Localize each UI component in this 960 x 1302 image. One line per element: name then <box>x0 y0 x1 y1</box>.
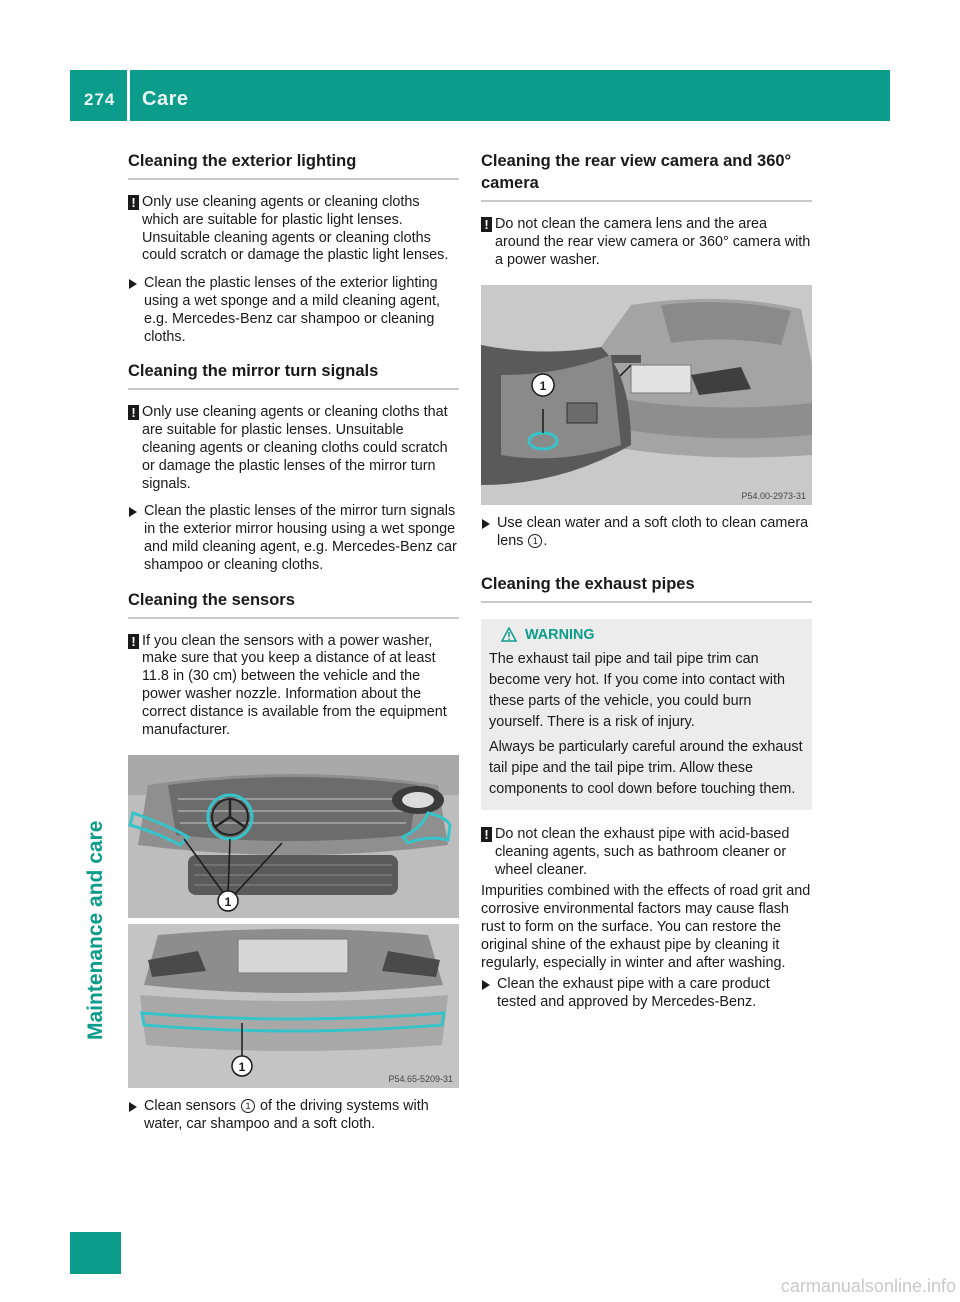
step-text: Clean the plastic lenses of the exterior lighting using a wet sponge and a mild cleaning agent, e.g. Mercedes-Benz car shampoo or cleaning cloths. <box>144 275 441 345</box>
image-code: P54.65-5209-31 <box>388 1074 453 1085</box>
note-text: Only use cleaning agents or cleaning cloths that are suitable for plastic lenses. Unsuitable cleaning agents or cleaning cloths could scratch or damage the plastic lenses of the mirror turn signals. <box>142 404 448 492</box>
note <box>128 194 459 265</box>
step-text: Clean sensors <box>144 1098 236 1115</box>
body-text: Impurities combined with the effects of road grit and corrosive environmental factors may cause flash rust to form on the surface. You can restore the original shine of the exhaust pipe by cleaning it regularly, especially in winter and after washing. <box>481 883 811 971</box>
callout-number: 1 <box>241 1099 255 1113</box>
camera-illustration <box>481 285 812 505</box>
exclamation-mark-icon: ! <box>128 634 139 649</box>
section-exterior-lighting <box>128 150 459 346</box>
section-rear-view-camera <box>481 150 812 551</box>
arrow-bullet-icon <box>482 519 490 529</box>
warning-text: Always be particularly careful around the exhaust tail pipe and the tail pipe trim. Allow these components to cool down before touching them. <box>489 738 803 797</box>
instruction-step <box>481 515 812 551</box>
step-text: Clean the plastic lenses of the mirror turn signals in the exterior mirror housing using a wet sponge and mild cleaning agent, e.g. Mercedes-Benz car shampoo or cleaning cloths. <box>144 503 457 573</box>
sensors-illustration <box>128 755 459 1088</box>
section-heading: Cleaning the exhaust pipes <box>481 573 812 603</box>
arrow-bullet-icon <box>129 279 137 289</box>
svg-text:1: 1 <box>539 379 547 394</box>
section-tab-marker <box>70 1232 121 1274</box>
page-number: 274 <box>84 90 116 109</box>
section-exhaust-pipes <box>481 573 812 1012</box>
note <box>481 216 812 269</box>
rear-camera-image <box>481 285 812 505</box>
step-text: Use clean water and a soft cloth to clean camera lens <box>497 515 809 550</box>
note-text: If you clean the sensors with a power washer, make sure that you keep a distance of at least 11.8 in (30 cm) between the vehicle and the power washer nozzle. Information about the correct distance is available from the equipment manufacturer. <box>142 632 447 738</box>
section-tab-label: Maintenance and care <box>84 820 107 1040</box>
note-text: Only use cleaning agents or cleaning cloths which are suitable for plastic light lenses. Unsuitable cleaning agents or cleaning cloths could scratch or damage the plastic light lenses. <box>142 194 449 264</box>
warning-box <box>481 619 812 810</box>
exclamation-mark-icon: ! <box>128 195 139 210</box>
instruction-step <box>128 275 459 346</box>
note-text: Do not clean the camera lens and the area around the rear view camera or 360° camera with a power washer. <box>495 216 811 268</box>
callout-number: 1 <box>528 534 542 548</box>
header-divider <box>127 70 130 121</box>
exclamation-mark-icon: ! <box>481 827 492 842</box>
svg-text:1: 1 <box>224 895 232 910</box>
chapter-title: Care <box>142 88 189 110</box>
step-text: Clean the exhaust pipe with a care product tested and approved by Mercedes-Benz. <box>497 976 770 1011</box>
note <box>128 404 459 493</box>
section-tab <box>84 740 114 1040</box>
watermark: carmanualsonline.info <box>780 1276 956 1296</box>
exclamation-mark-icon: ! <box>481 217 492 232</box>
step-text-continued: of the driving systems with water, car shampoo and a soft cloth. <box>144 1098 429 1133</box>
svg-text:1: 1 <box>238 1060 246 1075</box>
left-column <box>128 150 459 1148</box>
note <box>128 633 459 740</box>
exclamation-mark-icon: ! <box>128 405 139 420</box>
section-heading: Cleaning the sensors <box>128 589 459 619</box>
image-code: P54.00-2973-31 <box>741 491 806 502</box>
arrow-bullet-icon <box>129 507 137 517</box>
section-sensors <box>128 589 459 1134</box>
arrow-bullet-icon <box>482 980 490 990</box>
instruction-step <box>128 503 459 574</box>
section-heading: Cleaning the exterior lighting <box>128 150 459 180</box>
vehicle-sensors-image <box>128 755 459 1088</box>
instruction-step <box>481 976 812 1012</box>
warning-title: WARNING <box>525 626 595 643</box>
section-mirror-turn-signals <box>128 360 459 574</box>
section-heading: Cleaning the rear view camera and 360° camera <box>481 150 812 202</box>
section-heading: Cleaning the mirror turn signals <box>128 360 459 390</box>
page-header <box>70 70 890 121</box>
arrow-bullet-icon <box>129 1102 137 1112</box>
warning-triangle-icon <box>501 627 517 642</box>
instruction-step <box>128 1098 459 1134</box>
note-text: Do not clean the exhaust pipe with acid-based cleaning agents, such as bathroom cleaner or wheel cleaner. <box>495 825 790 878</box>
warning-text: The exhaust tail pipe and tail pipe trim can become very hot. If you come into contact with these parts of the vehicle, you could burn yourself. There is a risk of injury. <box>489 650 785 730</box>
warning-header <box>489 627 804 643</box>
step-text-continued: . <box>543 533 548 550</box>
right-column <box>481 150 812 1026</box>
note <box>481 826 812 879</box>
